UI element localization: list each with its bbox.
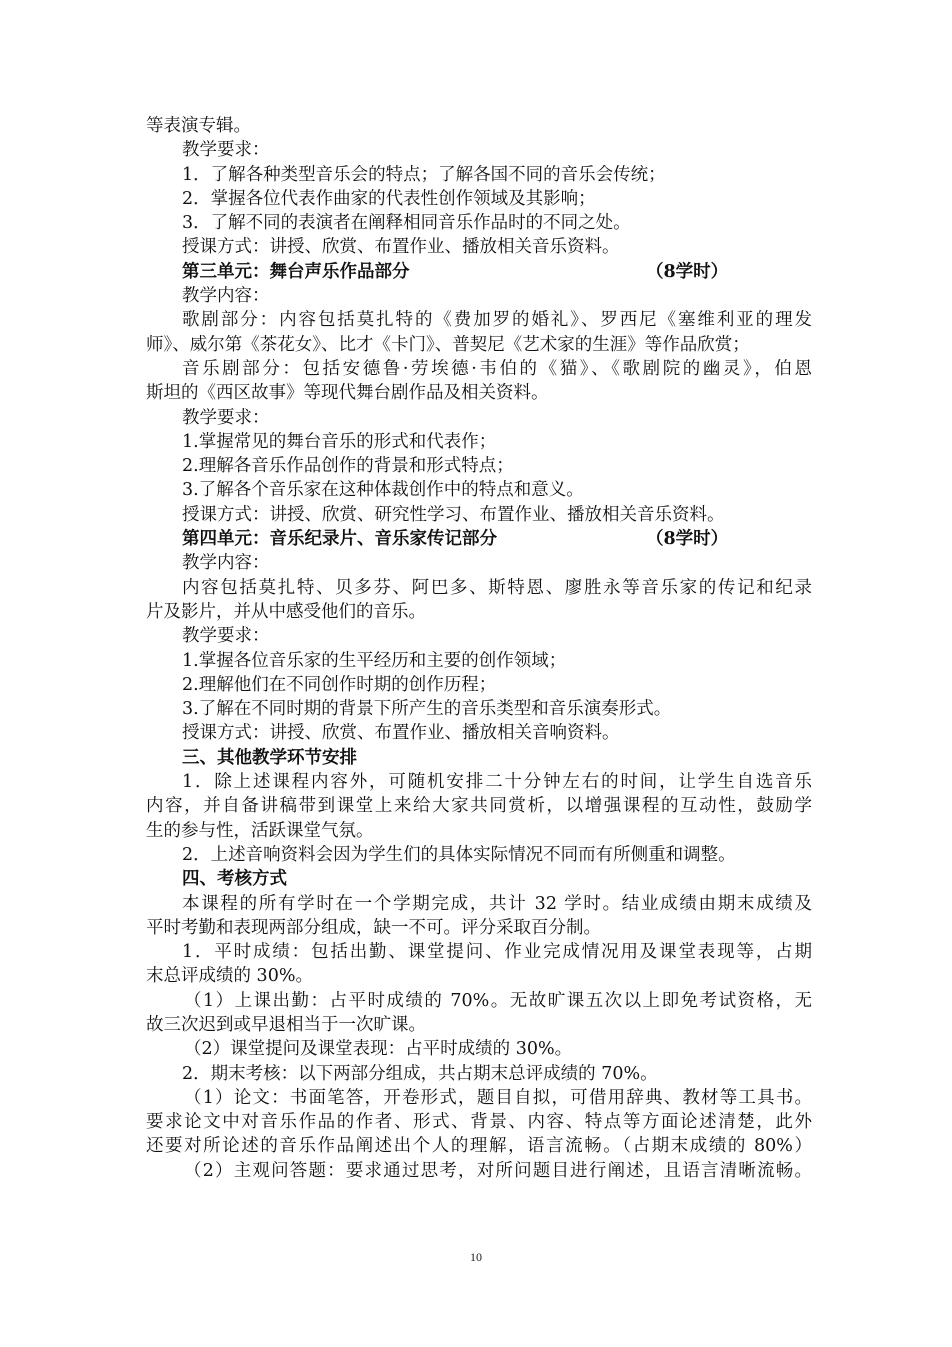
paragraph-line: 1．除上述课程内容外，可随机安排二十分钟左右的时间，让学生自选音乐 bbox=[182, 772, 812, 793]
paragraph-line: 歌剧部分：内容包括莫扎特的《费加罗的婚礼》、罗西尼《塞维利亚的理发 bbox=[182, 310, 812, 331]
section-heading: 四、考核方式 bbox=[182, 869, 287, 890]
page-number: 10 bbox=[470, 1250, 482, 1264]
unit-3-hours: （8学时） bbox=[646, 261, 729, 282]
paragraph-line: 内容包括莫扎特、贝多芬、阿巴多、斯特恩、廖胜永等音乐家的传记和纪录 bbox=[182, 577, 812, 598]
paragraph-line: 还要对所论述的音乐作品阐述出个人的理解，语言流畅。（占期末成绩的 80%） bbox=[146, 1136, 812, 1157]
section-label: 教学内容： bbox=[182, 553, 270, 574]
unit-3-heading bbox=[146, 260, 812, 284]
section-label: 教学要求： bbox=[182, 407, 270, 428]
teaching-method: 授课方式：讲授、欣赏、布置作业、播放相关音响资料。 bbox=[182, 723, 620, 744]
list-item: 2.理解他们在不同创作时期的创作历程； bbox=[182, 674, 497, 695]
list-item: 3．了解不同的表演者在阐释相同音乐作品时的不同之处。 bbox=[182, 213, 631, 234]
teaching-method: 授课方式：讲授、欣赏、研究性学习、布置作业、播放相关音乐资料。 bbox=[182, 504, 725, 525]
paragraph-line: 平时考勤和表现两部分组成，缺一不可。评分采取百分制。 bbox=[146, 917, 601, 938]
paragraph-line: 师》、威尔第《茶花女》、比才《卡门》、普契尼《艺术家的生涯》等作品欣赏； bbox=[146, 334, 750, 355]
paragraph-line: 要求论文中对音乐作品的作者、形式、背景、内容、特点等方面论述清楚，此外 bbox=[146, 1112, 812, 1133]
paragraph-line: （1）论文：书面笔答，开卷形式，题目自拟，可借用辞典、教材等工具书。 bbox=[184, 1087, 812, 1108]
paragraph-line: 内容，并自备讲稿带到课堂上来给大家共同赏析，以增强课程的互动性，鼓励学 bbox=[146, 796, 812, 817]
paragraph-line: （2）课堂提问及课堂表现：占平时成绩的 30%。 bbox=[184, 1039, 573, 1060]
text-line: 等表演专辑。 bbox=[146, 116, 251, 136]
paragraph-line: 1．平时成绩：包括出勤、课堂提问、作业完成情况用及课堂表现等，占期 bbox=[182, 942, 812, 963]
list-item: 3.了解在不同时期的背景下所产生的音乐类型和音乐演奏形式。 bbox=[182, 699, 672, 720]
paragraph-line: 音乐剧部分：包括安德鲁·劳埃德·韦伯的《猫》、《歌剧院的幽灵》，伯恩 bbox=[182, 358, 812, 379]
paragraph-line: （2）主观问答题：要求通过思考，对所问题目进行阐述，且语言清晰流畅。 bbox=[184, 1160, 812, 1181]
paragraph-line: 斯坦的《西区故事》等现代舞台剧作品及相关资料。 bbox=[146, 383, 549, 404]
paragraph-line: 末总评成绩的 30%。 bbox=[146, 966, 313, 987]
section-label: 教学内容： bbox=[182, 286, 270, 307]
list-item: 1.掌握各位音乐家的生平经历和主要的创作领域； bbox=[182, 650, 567, 671]
unit-4-hours: （8学时） bbox=[646, 529, 729, 550]
section-label: 教学要求： bbox=[182, 140, 270, 161]
unit-4-title: 第四单元：音乐纪录片、音乐家传记部分 bbox=[182, 529, 497, 550]
teaching-method: 授课方式：讲授、欣赏、布置作业、播放相关音乐资料。 bbox=[182, 237, 620, 258]
page-body bbox=[146, 114, 812, 1183]
list-item: 2.理解各音乐作品创作的背景和形式特点； bbox=[182, 456, 514, 477]
paragraph-line: （1）上课出勤：占平时成绩的 70%。无故旷课五次以上即免考试资格，无 bbox=[184, 990, 812, 1011]
section-heading: 三、其他教学环节安排 bbox=[182, 747, 357, 768]
paragraph-line: 2．期末考核：以下两部分组成，共占期末总评成绩的 70%。 bbox=[182, 1063, 658, 1084]
unit-3-title: 第三单元：舞台声乐作品部分 bbox=[182, 261, 410, 282]
section-label: 教学要求： bbox=[182, 626, 270, 647]
list-item: 1.掌握常见的舞台音乐的形式和代表作； bbox=[182, 431, 497, 452]
paragraph-line: 故三次迟到或早退相当于一次旷课。 bbox=[146, 1014, 426, 1035]
list-item: 2．掌握各位代表作曲家的代表性创作领域及其影响； bbox=[182, 188, 596, 209]
unit-4-heading bbox=[146, 527, 812, 551]
paragraph-line: 本课程的所有学时在一个学期完成，共计 32 学时。结业成绩由期末成绩及 bbox=[182, 893, 812, 914]
list-item: 3.了解各个音乐家在这种体裁创作中的特点和意义。 bbox=[182, 480, 584, 501]
paragraph-line: 2．上述音响资料会因为学生们的具体实际情况不同而有所侧重和调整。 bbox=[182, 844, 736, 865]
paragraph-line: 片及影片，并从中感受他们的音乐。 bbox=[146, 601, 426, 622]
paragraph-line: 生的参与性，活跃课堂气氛。 bbox=[146, 820, 374, 841]
list-item: 1．了解各种类型音乐会的特点；了解各国不同的音乐会传统； bbox=[182, 164, 666, 185]
